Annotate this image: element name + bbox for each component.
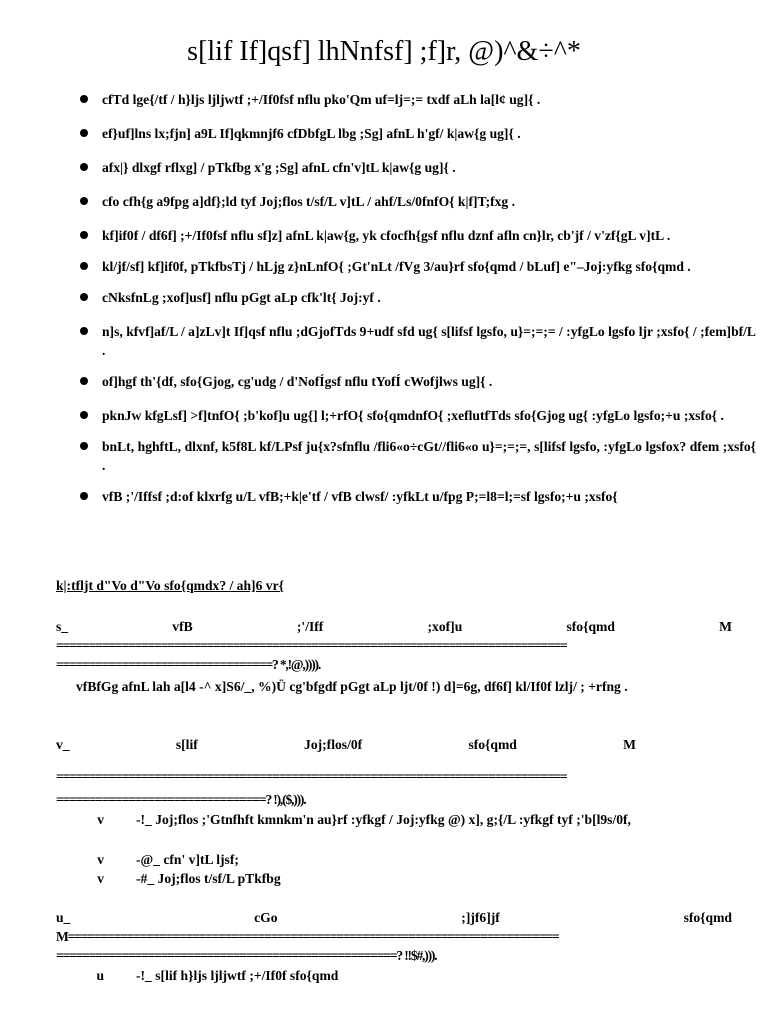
item-marker: v xyxy=(97,852,104,867)
section-marker: M xyxy=(56,929,68,944)
budget-total: ====================================================? !!$#,))). xyxy=(56,948,437,963)
list-item xyxy=(56,850,732,869)
section-marker: s_ xyxy=(56,619,69,634)
list-item: bnLt, hghftL, dlxnf, k5f8L kf/LPsf ju{x?sfnflu /fli6«o÷cGt//fli6«o u}=;=;=, s[lifsf lgsfo, :yfgLo lgsfox? dfem ;xsfo{ . xyxy=(78,437,756,475)
list-item: vfB ;'/Iffsf ;d:of klxrfg u/L vfB;+k|e'tf / vfB clwsf/ :yfkLt u/fpg P;=l8=l;=sf lgsfo;+u ;xsfo{ xyxy=(78,487,756,506)
list-item xyxy=(56,810,732,829)
list-item: cNksfnLg ;xof]usf] nflu pGgt aLp cfk'lt{ Joj:yf . xyxy=(78,288,756,307)
header-word: sfo{qmd xyxy=(683,910,732,925)
header-word: vfB xyxy=(172,619,193,634)
list-item: cfTd lge{/tf / h}ljs ljljwtf ;+/If0fsf nflu pko'Qm uf=lj=;= txdf aLh la[l¢ ug]{ . xyxy=(78,90,756,109)
item-text: -!_ s[lif h}ljs ljljwtf ;+/If0f sfo{qmd xyxy=(136,968,339,983)
list-item: of]hgf th'{df, sfo{Gjog, cg'udg / d'NofÍgsf nflu tYofÍ cWofjlws ug]{ . xyxy=(78,372,756,391)
list-item xyxy=(56,869,732,888)
list-item: ef}uf]lns lx;fjn] a9L If]qkmnjf6 cfDbfgL lbg ;Sg] afnL h'gf/ k|aw{g ug]{ . xyxy=(78,124,756,143)
list-item: pknJw kfgLsf] >f]tnfO{ ;b'kof]u ug{] l;+rfO{ sfo{qmdnfO{ ;xeflutfTds sfo{Gjog ug{ :yfgLo lgsfo;+u ;xsfo{ . xyxy=(78,406,756,425)
section-heading: k|:tfljt d"Vo d"Vo sfo{qmdx? / ah]6 vr{ xyxy=(56,578,284,593)
section-header-row xyxy=(56,617,732,636)
item-text: -@_ cfn' v]tL ljsf; xyxy=(136,852,239,867)
rule-text: =========================================================================== xyxy=(67,929,559,944)
section-marker: v_ xyxy=(56,737,70,752)
list-item: kl/jf/sf] kf]if0f, pTkfbsTj / hLjg z}nLnfO{ ;Gt'nLt /fVg 3/au}rf sfo{qmd / bLuf] e"–Joj:yfkg sfo{qmd . xyxy=(78,257,756,276)
header-word: Joj;flos/0f xyxy=(304,737,363,752)
separator-line xyxy=(56,927,728,946)
item-marker: v xyxy=(97,812,104,827)
item-marker: v xyxy=(97,871,104,886)
section-marker: u_ xyxy=(56,910,71,925)
header-word: M xyxy=(623,737,636,752)
item-text: -!_ Joj;flos ;'Gtnfhft kmnkm'n au}rf :yfkgf / Joj:yfkg @) x], g;{/L :yfkgf tyf ;'b[l9s/0f, xyxy=(136,812,631,827)
budget-total: =================================? *,!@,)))). xyxy=(56,657,321,672)
list-item: kf]if0f / df6f] ;+/If0fsf nflu sf]z] afnL k|aw{g, yk cfocfh{gsf nflu dznf afln cn}lr, cb'jf / v'zf{gL v]tL . xyxy=(78,226,756,245)
budget-total: ================================? !),($,))). xyxy=(56,792,306,807)
section-paragraph: vfBfGg afnL lah a[l4 -^ x]S6/_, %)Ü cg'bfgdf pGgt aLp ljt/0f !) d]=6g, df6f] kl/If0f lzlj/ ; +rfng . xyxy=(76,679,628,694)
header-word: ;xof]u xyxy=(427,619,463,634)
header-word: s[lif xyxy=(175,737,198,752)
separator-line: ============================================================================== xyxy=(56,769,567,784)
page-title: s[lif If]qsf] lhNnfsf] ;f]r, @)^&÷^* xyxy=(187,36,581,67)
list-item: cfo cfh{g a9fpg a]df};ld tyf Joj;flos t/sf/L v]tL / ahf/Ls/0fnfO{ k|f]T;fxg . xyxy=(78,192,756,211)
list-item xyxy=(56,966,732,985)
bullet-list xyxy=(78,90,756,521)
header-word: ;'/Iff xyxy=(296,619,324,634)
list-item: n]s, kfvf]af/L / a]zLv]t If]qsf nflu ;dGjofTds 9+udf sfd ug{ s[lifsf lgsfo, u}=;=;= / :yfgLo lgsfo ljr ;xsfo{ / ;fem]bf/L . xyxy=(78,322,756,360)
header-word: sfo{qmd xyxy=(468,737,517,752)
item-marker: u xyxy=(96,968,104,983)
header-word: sfo{qmd xyxy=(566,619,615,634)
item-text: -#_ Joj;flos t/sf/L pTkfbg xyxy=(136,871,281,886)
header-word: ;]jf6]jf xyxy=(461,910,500,925)
separator-line: ============================================================================== xyxy=(56,638,567,653)
section-header-row xyxy=(56,908,732,927)
header-word: M xyxy=(719,619,732,634)
header-word: cGo xyxy=(254,910,278,925)
list-item: afx|} dlxgf rflxg] / pTkfbg x'g ;Sg] afnL cfn'v]tL k|aw{g ug]{ . xyxy=(78,158,756,177)
section-header-row xyxy=(56,735,636,754)
